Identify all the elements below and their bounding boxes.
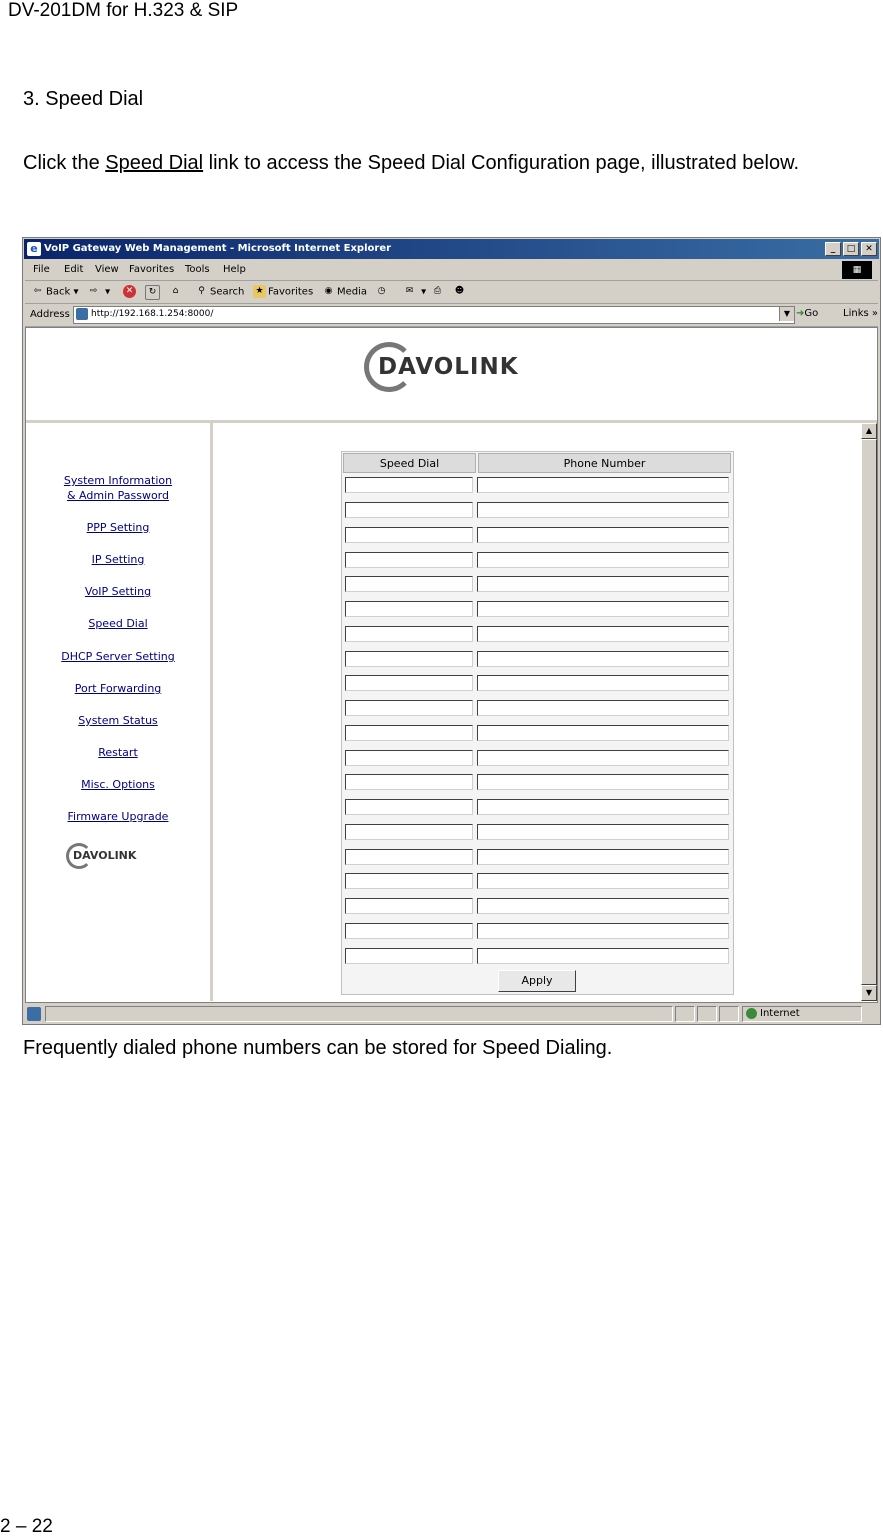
caption: Frequently dialed phone numbers can be stored for Speed Dialing.	[23, 1037, 613, 1059]
speed-dial-input[interactable]	[345, 626, 473, 642]
table-row	[342, 745, 733, 770]
speed-dial-input[interactable]	[345, 824, 473, 840]
table-row	[342, 523, 733, 548]
nav-speed-dial[interactable]: Speed Dial	[88, 617, 148, 630]
browser-window	[22, 237, 881, 1025]
phone-number-input[interactable]	[477, 552, 729, 568]
favorites-icon: ★	[253, 285, 266, 298]
favorites-label: Favorites	[268, 286, 314, 298]
security-zone	[742, 1006, 862, 1022]
phone-number-input[interactable]	[477, 824, 729, 840]
menu-file[interactable]: File	[33, 264, 50, 275]
status-pane	[697, 1006, 717, 1022]
stop-button[interactable]	[123, 285, 138, 298]
speed-dial-input[interactable]	[345, 601, 473, 617]
col-speed-dial: Speed Dial	[343, 453, 476, 473]
phone-number-input[interactable]	[477, 873, 729, 889]
speed-dial-input[interactable]	[345, 725, 473, 741]
back-arrow-icon: ⇦	[33, 286, 42, 296]
phone-number-input[interactable]	[477, 898, 729, 914]
table-row	[342, 869, 733, 894]
speed-dial-input[interactable]	[345, 923, 473, 939]
speed-dial-input[interactable]	[345, 675, 473, 691]
menu-favorites[interactable]: Favorites	[129, 264, 175, 275]
nav-dhcp-server-setting[interactable]: DHCP Server Setting	[61, 650, 175, 663]
table-row	[342, 943, 733, 968]
print-button[interactable]	[431, 285, 446, 298]
table-row	[342, 572, 733, 597]
table-row	[342, 820, 733, 845]
address-input[interactable]	[73, 306, 795, 324]
phone-number-input[interactable]	[477, 626, 729, 642]
history-button[interactable]	[375, 285, 390, 298]
status-page-icon	[27, 1007, 41, 1021]
col-phone-number: Phone Number	[478, 453, 731, 473]
maximize-button[interactable]: □	[843, 242, 859, 256]
table-row	[342, 721, 733, 746]
table-row	[342, 622, 733, 647]
back-button[interactable]: ⇦ Back ▾	[31, 285, 78, 298]
phone-number-input[interactable]	[477, 502, 729, 518]
table-header	[342, 452, 733, 473]
menu-help[interactable]: Help	[223, 264, 246, 275]
search-button[interactable]	[195, 285, 244, 298]
speed-dial-input[interactable]	[345, 700, 473, 716]
menu-edit[interactable]: Edit	[64, 264, 84, 275]
speed-dial-input[interactable]	[345, 552, 473, 568]
phone-number-input[interactable]	[477, 651, 729, 667]
scroll-thumb[interactable]	[861, 439, 877, 985]
nav-misc-options[interactable]: Misc. Options	[81, 778, 155, 791]
table-row	[342, 696, 733, 721]
status-message-pane	[45, 1006, 673, 1022]
table-row	[342, 919, 733, 944]
forward-arrow-icon: ⇨	[89, 286, 98, 296]
go-label: Go	[804, 308, 819, 319]
nav-system-status[interactable]: System Status	[78, 714, 158, 727]
speed-dial-ref: Speed Dial	[105, 152, 204, 174]
speed-dial-input[interactable]	[345, 477, 473, 493]
search-icon: ⚲	[198, 286, 205, 296]
back-label: Back	[46, 286, 71, 298]
menu-view[interactable]: View	[95, 264, 119, 275]
print-icon: ⎙	[433, 286, 442, 296]
phone-number-input[interactable]	[477, 601, 729, 617]
speed-dial-input[interactable]	[345, 898, 473, 914]
phone-number-input[interactable]	[477, 700, 729, 716]
window-title: VoIP Gateway Web Management - Microsoft Internet Explorer	[44, 243, 392, 254]
mail-icon: ✉	[405, 286, 414, 296]
main-frame	[213, 423, 861, 1001]
nav-admin-password[interactable]: & Admin Password	[66, 489, 169, 502]
table-row	[342, 646, 733, 671]
speed-dial-input[interactable]	[345, 774, 473, 790]
nav-restart[interactable]: Restart	[98, 746, 138, 759]
intro-paragraph	[23, 148, 861, 179]
speed-dial-input[interactable]	[345, 799, 473, 815]
phone-number-input[interactable]	[477, 774, 729, 790]
phone-number-input[interactable]	[477, 923, 729, 939]
table-row	[342, 473, 733, 498]
status-pane	[675, 1006, 695, 1022]
mail-button[interactable]: ✉ ▾	[403, 285, 426, 298]
nav-logo-text: DAVOLINK	[73, 849, 137, 862]
speed-dial-table	[341, 451, 734, 995]
menu-tools[interactable]: Tools	[185, 264, 210, 275]
url-text[interactable]: http://192.168.1.254:8000/	[91, 309, 214, 319]
nav-firmware-upgrade[interactable]: Firmware Upgrade	[67, 810, 169, 823]
para-suffix: link to access the Speed Dial Configuration page, illustrated below.	[203, 152, 800, 174]
table-footer	[342, 968, 733, 994]
phone-number-input[interactable]	[477, 675, 729, 691]
address-dropdown-icon[interactable]: ▼	[779, 307, 794, 321]
apply-button[interactable]: Apply	[498, 970, 576, 992]
banner-frame	[26, 328, 877, 423]
phone-number-input[interactable]	[477, 576, 729, 592]
home-button[interactable]	[169, 285, 184, 298]
phone-number-input[interactable]	[477, 849, 729, 865]
table-row	[342, 795, 733, 820]
speed-dial-input[interactable]	[345, 948, 473, 964]
search-label: Search	[210, 286, 245, 298]
speed-dial-input[interactable]	[345, 651, 473, 667]
address-label: Address	[30, 309, 70, 320]
go-arrow-icon: ➜	[796, 308, 805, 319]
table-row	[342, 844, 733, 869]
phone-number-input[interactable]	[477, 750, 729, 766]
nav-davolink-logo	[66, 843, 166, 873]
nav-voip-setting[interactable]: VoIP Setting	[84, 585, 152, 598]
nav-ppp-setting[interactable]: PPP Setting	[86, 521, 150, 534]
windows-flag-icon: ▦	[842, 261, 872, 279]
nav-port-forwarding[interactable]: Port Forwarding	[74, 682, 162, 695]
page-number: 2 – 22	[0, 1516, 53, 1537]
address-bar	[25, 304, 878, 327]
table-row	[342, 894, 733, 919]
table-body	[342, 473, 733, 968]
phone-number-input[interactable]	[477, 477, 729, 493]
phone-number-input[interactable]	[477, 527, 729, 543]
title-bar	[24, 239, 879, 259]
globe-icon	[746, 1008, 757, 1019]
forward-button[interactable]: ⇨ ▾	[87, 285, 110, 298]
speed-dial-input[interactable]	[345, 849, 473, 865]
favorites-button[interactable]	[253, 285, 313, 298]
scroll-up-icon[interactable]: ▲	[861, 423, 877, 439]
table-row	[342, 671, 733, 696]
refresh-button[interactable]	[145, 285, 162, 300]
minimize-button[interactable]: _	[825, 242, 841, 256]
table-row	[342, 770, 733, 795]
media-button[interactable]	[322, 285, 367, 298]
window-controls	[825, 242, 877, 256]
media-label: Media	[337, 286, 368, 298]
para-prefix: Click the	[23, 152, 106, 174]
close-button[interactable]: ✕	[861, 242, 877, 256]
zone-label: Internet	[760, 1008, 800, 1019]
scroll-down-icon[interactable]: ▼	[861, 985, 877, 1001]
history-icon: ◷	[377, 286, 386, 296]
document-header: DV-201DM for H.323 & SIP	[8, 0, 239, 21]
davolink-logo	[364, 342, 554, 400]
page-content	[25, 327, 878, 1003]
links-label: Links	[843, 308, 869, 319]
messenger-icon: ☻	[454, 286, 465, 296]
media-icon: ◉	[324, 286, 333, 296]
speed-dial-input[interactable]	[345, 502, 473, 518]
home-icon: ⌂	[172, 286, 179, 296]
status-pane	[719, 1006, 739, 1022]
menu-bar	[25, 260, 878, 281]
left-nav	[26, 423, 213, 1001]
ie-icon: e	[27, 242, 41, 256]
toolbar	[25, 281, 878, 304]
logo-text: DAVOLINK	[378, 354, 519, 380]
links-button[interactable]: Links »	[843, 308, 878, 319]
phone-number-input[interactable]	[477, 725, 729, 741]
table-row	[342, 547, 733, 572]
stop-icon: ✕	[123, 285, 136, 298]
refresh-icon: ↻	[145, 285, 160, 300]
speed-dial-input[interactable]	[345, 527, 473, 543]
table-row	[342, 498, 733, 523]
table-row	[342, 597, 733, 622]
speed-dial-input[interactable]	[345, 576, 473, 592]
go-button[interactable]	[796, 308, 818, 319]
nav-system-information[interactable]: System Information	[63, 474, 173, 487]
phone-number-input[interactable]	[477, 799, 729, 815]
vertical-scrollbar[interactable]	[861, 423, 877, 1001]
page-icon	[76, 308, 88, 320]
section-title: 3. Speed Dial	[23, 88, 144, 110]
phone-number-input[interactable]	[477, 948, 729, 964]
speed-dial-input[interactable]	[345, 873, 473, 889]
status-bar	[25, 1005, 878, 1023]
nav-ip-setting[interactable]: IP Setting	[91, 553, 145, 566]
speed-dial-input[interactable]	[345, 750, 473, 766]
messenger-button[interactable]	[453, 285, 468, 298]
